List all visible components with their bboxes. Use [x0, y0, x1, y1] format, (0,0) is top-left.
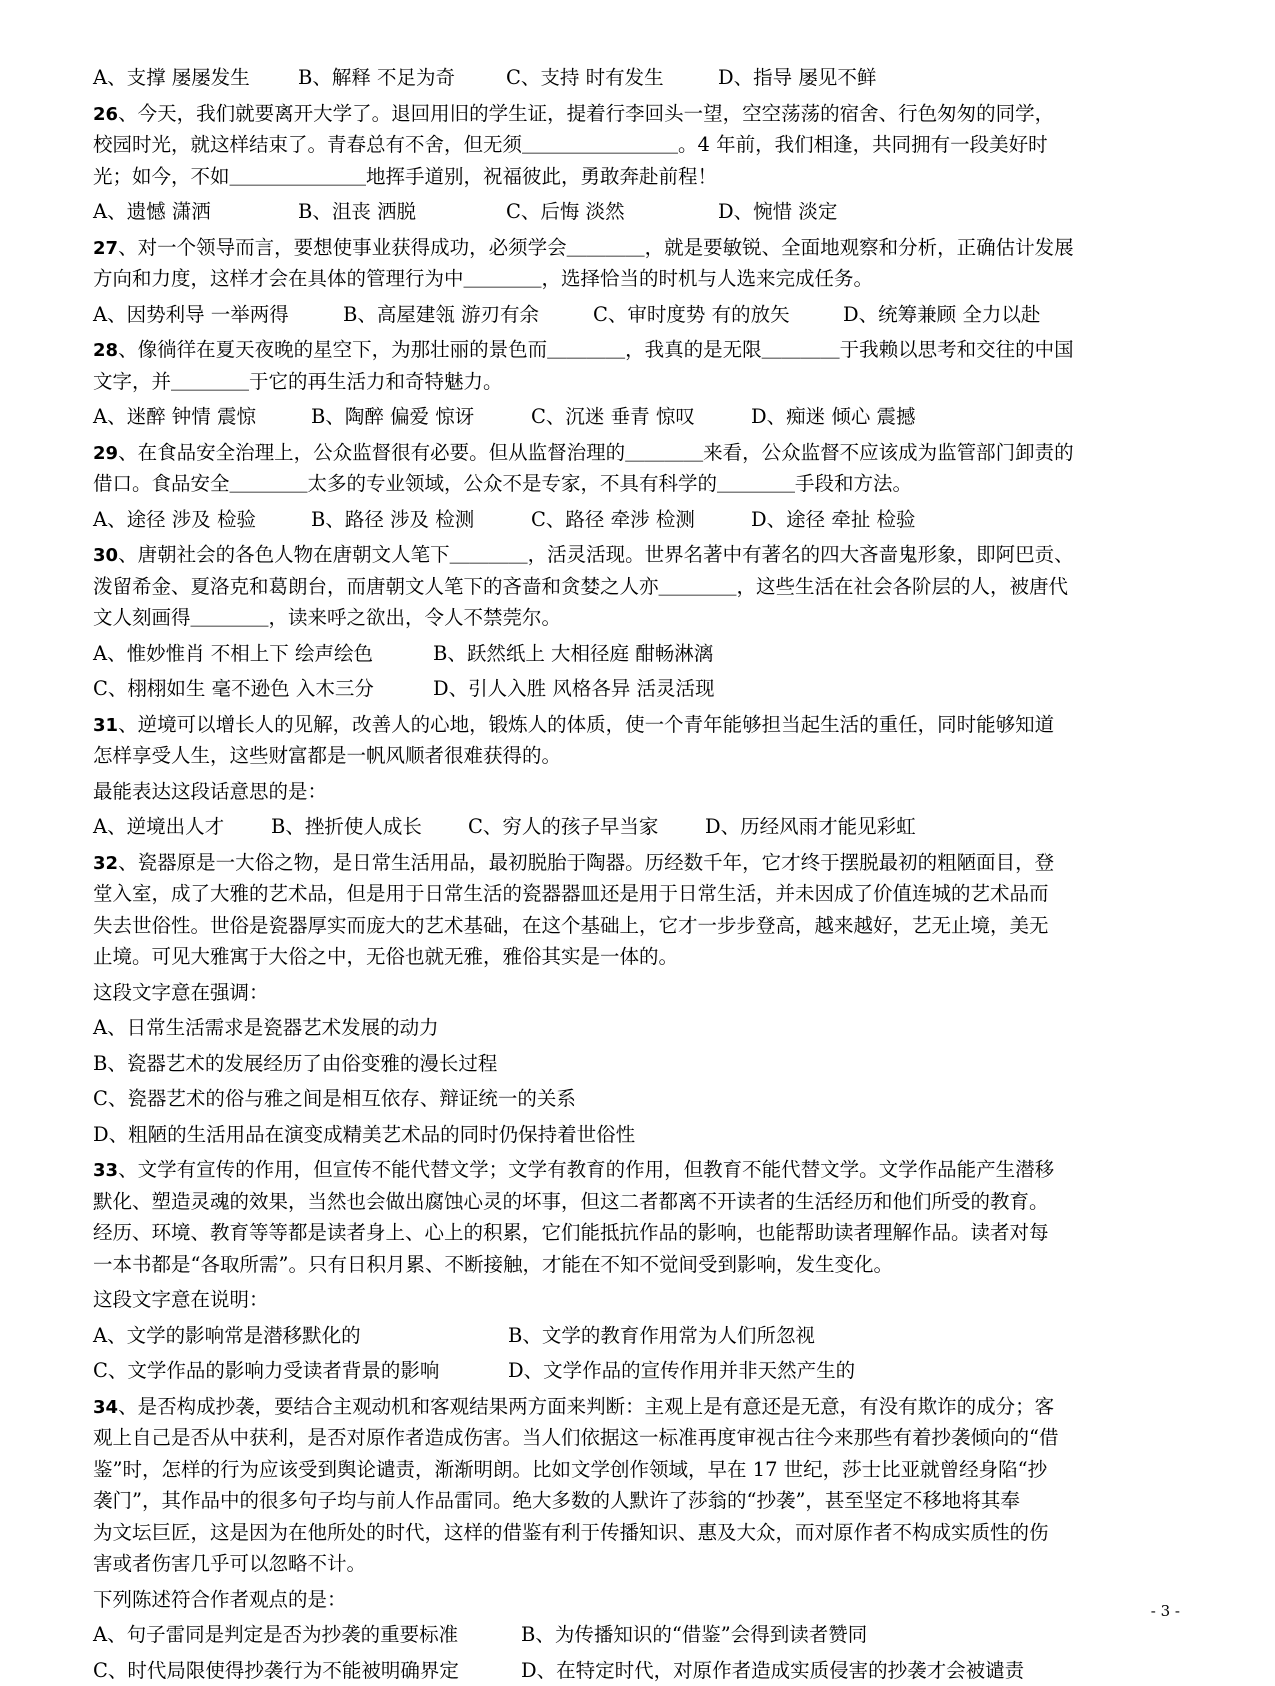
question-prompt: 下列陈述符合作者观点的是： [93, 1584, 1183, 1616]
answer-option: B、沮丧 洒脱 [298, 196, 416, 228]
answer-option: D、指导 屡见不鲜 [718, 62, 876, 94]
option-row [93, 1655, 1183, 1686]
question-text-line [93, 878, 1183, 910]
answer-option: C、审时度势 有的放矢 [593, 299, 790, 331]
question-text: 鉴”时，怎样的行为应该受到舆论谴责，渐渐明朗。比如文学创作领域，早在 17 世纪，莎士比亚就曾经身陷“抄 [93, 1458, 1047, 1481]
answer-option: D、历经风雨才能见彩虹 [705, 811, 916, 843]
question-text-line [93, 232, 1183, 264]
exam-page [93, 62, 1183, 1686]
question-text-line [93, 1217, 1183, 1249]
question-text: 袭门”，其作品中的很多句子均与前人作品雷同。绝大多数的人默许了莎翁的“抄袭”，甚至坚定不移地将其奉 [93, 1489, 1020, 1512]
question-text-line [93, 1454, 1183, 1486]
question-text: 堂入室，成了大雅的艺术品，但是用于日常生活的瓷器器皿还是用于日常生活，并未因成了价值连城的艺术品而 [93, 882, 1049, 905]
question-text: 经历、环境、教育等等都是读者身上、心上的积累，它们能抵抗作品的影响，也能帮助读者理解作品。读者对每 [93, 1221, 1049, 1244]
option-row [93, 504, 1183, 536]
question-block [93, 1391, 1183, 1686]
answer-option: C、时代局限使得抄袭行为不能被明确界定 [93, 1655, 459, 1686]
question-block [93, 1154, 1183, 1387]
answer-option: B、解释 不足为奇 [298, 62, 455, 94]
question-text: 、像徜徉在夏天夜晚的星空下，为那壮丽的景色而＿＿＿＿，我真的是无限＿＿＿＿于我赖以思考和交往的中国 [118, 338, 1074, 361]
question-text: 失去世俗性。世俗是瓷器厚实而庞大的艺术基础，在这个基础上，它才一步步登高，越来越好，艺无止境，美无 [93, 914, 1049, 937]
question-number: 28 [93, 340, 118, 361]
question-text: 一本书都是“各取所需”。只有日积月累、不断接触，才能在不知不觉间受到影响，发生变化。 [93, 1253, 893, 1276]
question-text-line [93, 1391, 1183, 1423]
answer-option: D、途径 牵扯 检验 [751, 504, 916, 536]
answer-option: A、句子雷同是判定是否为抄袭的重要标准 [93, 1619, 458, 1651]
question-text-line [93, 602, 1183, 634]
question-prompt: 这段文字意在强调： [93, 977, 1183, 1009]
option-row [93, 1355, 1183, 1387]
question-number: 29 [93, 443, 118, 464]
question-text-line [93, 1485, 1183, 1517]
question-text-line [93, 539, 1183, 571]
question-text-line [93, 98, 1183, 130]
answer-option: A、迷醉 钟情 震惊 [93, 401, 256, 433]
option-row [93, 401, 1183, 433]
answer-option: A、因势利导 一举两得 [93, 299, 289, 331]
answer-option: C、后悔 淡然 [506, 196, 625, 228]
question-text: 借口。食品安全＿＿＿＿太多的专业领域，公众不是专家，不具有科学的＿＿＿＿手段和方法。 [93, 472, 912, 495]
answer-option: B、跃然纸上 大相径庭 酣畅淋漓 [433, 638, 713, 670]
question-text-line [93, 1548, 1183, 1580]
question-text: 、在食品安全治理上，公众监督很有必要。但从监督治理的＿＿＿＿来看，公众监督不应该成为监管部门卸责的 [118, 441, 1074, 464]
question-text-line [93, 1154, 1183, 1186]
question-text-line [93, 740, 1183, 772]
question-text: 为文坛巨匠，这是因为在他所处的时代，这样的借鉴有利于传播知识、惠及大众，而对原作者不构成实质性的伤 [93, 1521, 1049, 1544]
answer-option: B、为传播知识的“借鉴”会得到读者赞同 [521, 1619, 867, 1651]
option-row [93, 299, 1183, 331]
question-text-line [93, 161, 1183, 193]
option-row [93, 673, 1183, 705]
question-text-line [93, 571, 1183, 603]
answer-option: A、遗憾 潇洒 [93, 196, 211, 228]
question-text-line [93, 437, 1183, 469]
question-text-line [93, 263, 1183, 295]
question-text-line [93, 1249, 1183, 1281]
question-text: 观上自己是否从中获利，是否对原作者造成伤害。当人们依据这一标准再度审视古往今来那些有着抄袭倾向的“借 [93, 1426, 1058, 1449]
answer-option: A、文学的影响常是潜移默化的 [93, 1320, 361, 1352]
question-text: 、今天，我们就要离开大学了。退回用旧的学生证，提着行李回头一望，空空荡荡的宿舍、行色匆匆的同学， [118, 102, 1054, 125]
option-row [93, 196, 1183, 228]
question-text-line [93, 334, 1183, 366]
option-row [93, 1619, 1183, 1651]
question-text-line [93, 941, 1183, 973]
question-text: 、是否构成抄袭，要结合主观动机和客观结果两方面来判断：主观上是有意还是无意，有没有欺诈的成分；客 [118, 1395, 1054, 1418]
page-number: - 3 - [1151, 1602, 1180, 1620]
question-block [93, 98, 1183, 228]
question-text: 、瓷器原是一大俗之物，是日常生活用品，最初脱胎于陶器。历经数千年，它才终于摆脱最初的粗陋面目，登 [118, 851, 1054, 874]
question-number: 26 [93, 104, 118, 125]
question-text-line [93, 709, 1183, 741]
question-block [93, 437, 1183, 536]
option-row [93, 1012, 1183, 1044]
question-text: 害或者伤害几乎可以忽略不计。 [93, 1552, 366, 1575]
answer-option: C、文学作品的影响力受读者背景的影响 [93, 1355, 439, 1387]
option-row [93, 1048, 1183, 1080]
answer-option: B、路径 涉及 检测 [311, 504, 474, 536]
question-text: 、对一个领导而言，要想使事业获得成功，必须学会＿＿＿＿，就是要敏锐、全面地观察和分析，正确估计发展 [118, 236, 1074, 259]
question-text-line [93, 129, 1183, 161]
question-block [93, 709, 1183, 843]
answer-option: D、统筹兼顾 全力以赴 [843, 299, 1040, 331]
answer-option: D、痴迷 倾心 震撼 [751, 401, 916, 433]
question-text: 泼留希金、夏洛克和葛朗台，而唐朝文人笔下的吝啬和贪婪之人亦＿＿＿＿，这些生活在社会各阶层的人，被唐代 [93, 575, 1068, 598]
question-block [93, 847, 1183, 1151]
question-text-line [93, 366, 1183, 398]
question-number: 27 [93, 238, 118, 259]
answer-option: D、引人入胜 风格各异 活灵活现 [433, 673, 715, 705]
question-text: 校园时光，就这样结束了。青春总有不舍，但无须＿＿＿＿＿＿＿＿。4 年前，我们相逢，共同拥有一段美好时 [93, 133, 1048, 156]
question-number: 31 [93, 715, 118, 736]
answer-option: B、陶醉 偏爱 惊讶 [311, 401, 474, 433]
answer-option: D、在特定时代，对原作者造成实质侵害的抄袭才会被谴责 [521, 1655, 1024, 1686]
question-text-line [93, 1517, 1183, 1549]
question-number: 32 [93, 853, 118, 874]
answer-option: C、支持 时有发生 [506, 62, 664, 94]
question-text: 文人刻画得＿＿＿＿，读来呼之欲出，令人不禁莞尔。 [93, 606, 561, 629]
question-text: 方向和力度，这样才会在具体的管理行为中＿＿＿＿，选择恰当的时机与人选来完成任务。 [93, 267, 873, 290]
answer-option: A、日常生活需求是瓷器艺术发展的动力 [93, 1012, 439, 1044]
answer-option: B、瓷器艺术的发展经历了由俗变雅的漫长过程 [93, 1048, 497, 1080]
question-text: 光；如今，不如＿＿＿＿＿＿＿地挥手道别，祝福彼此，勇敢奔赴前程！ [93, 165, 717, 188]
question-prompt: 最能表达这段话意思的是： [93, 776, 1183, 808]
question-text-line [93, 1422, 1183, 1454]
answer-option: B、文学的教育作用常为人们所忽视 [508, 1320, 815, 1352]
question-text: 、逆境可以增长人的见解，改善人的心地，锻炼人的体质，使一个青年能够担当起生活的重任，同时能够知道 [118, 713, 1054, 736]
option-row [93, 1083, 1183, 1115]
question-number: 34 [93, 1397, 118, 1418]
question-text: 文字，并＿＿＿＿于它的再生活力和奇特魅力。 [93, 370, 503, 393]
question-text: 怎样享受人生，这些财富都是一帆风顺者很难获得的。 [93, 744, 561, 767]
question-block [93, 334, 1183, 433]
question-block [93, 539, 1183, 705]
option-row [93, 1119, 1183, 1151]
question-text: 止境。可见大雅寓于大俗之中，无俗也就无雅，雅俗其实是一体的。 [93, 945, 678, 968]
option-row [93, 638, 1183, 670]
answer-option: C、沉迷 垂青 惊叹 [531, 401, 695, 433]
answer-option: D、文学作品的宣传作用并非天然产生的 [508, 1355, 855, 1387]
question-text-line [93, 847, 1183, 879]
option-row [93, 811, 1183, 843]
question-number: 33 [93, 1160, 118, 1181]
answer-option: C、瓷器艺术的俗与雅之间是相互依存、辩证统一的关系 [93, 1083, 576, 1115]
question-number: 30 [93, 545, 118, 566]
answer-option: C、路径 牵涉 检测 [531, 504, 695, 536]
answer-option: D、惋惜 淡定 [718, 196, 837, 228]
prev-question-options [93, 62, 1183, 94]
question-block [93, 232, 1183, 331]
question-text: 、文学有宣传的作用，但宣传不能代替文学；文学有教育的作用，但教育不能代替文学。文学作品能产生潜移 [118, 1158, 1054, 1181]
question-list [93, 98, 1183, 1686]
answer-option: D、粗陋的生活用品在演变成精美艺术品的同时仍保持着世俗性 [93, 1119, 635, 1151]
question-text-line [93, 1186, 1183, 1218]
answer-option: A、支撑 屡屡发生 [93, 62, 250, 94]
answer-option: A、惟妙惟肖 不相上下 绘声绘色 [93, 638, 373, 670]
question-text: 、唐朝社会的各色人物在唐朝文人笔下＿＿＿＿，活灵活现。世界名著中有著名的四大吝啬鬼形象，即阿巴贡、 [118, 543, 1074, 566]
option-row [93, 1320, 1183, 1352]
question-prompt: 这段文字意在说明： [93, 1284, 1183, 1316]
answer-option: C、穷人的孩子早当家 [468, 811, 658, 843]
question-text-line [93, 468, 1183, 500]
question-text: 默化、塑造灵魂的效果，当然也会做出腐蚀心灵的坏事，但这二者都离不开读者的生活经历和他们所受的教育。 [93, 1190, 1049, 1213]
answer-option: B、挫折使人成长 [271, 811, 422, 843]
answer-option: A、途径 涉及 检验 [93, 504, 256, 536]
answer-option: B、高屋建瓴 游刃有余 [343, 299, 539, 331]
answer-option: A、逆境出人才 [93, 811, 224, 843]
answer-option: C、栩栩如生 毫不逊色 入木三分 [93, 673, 374, 705]
question-text-line [93, 910, 1183, 942]
